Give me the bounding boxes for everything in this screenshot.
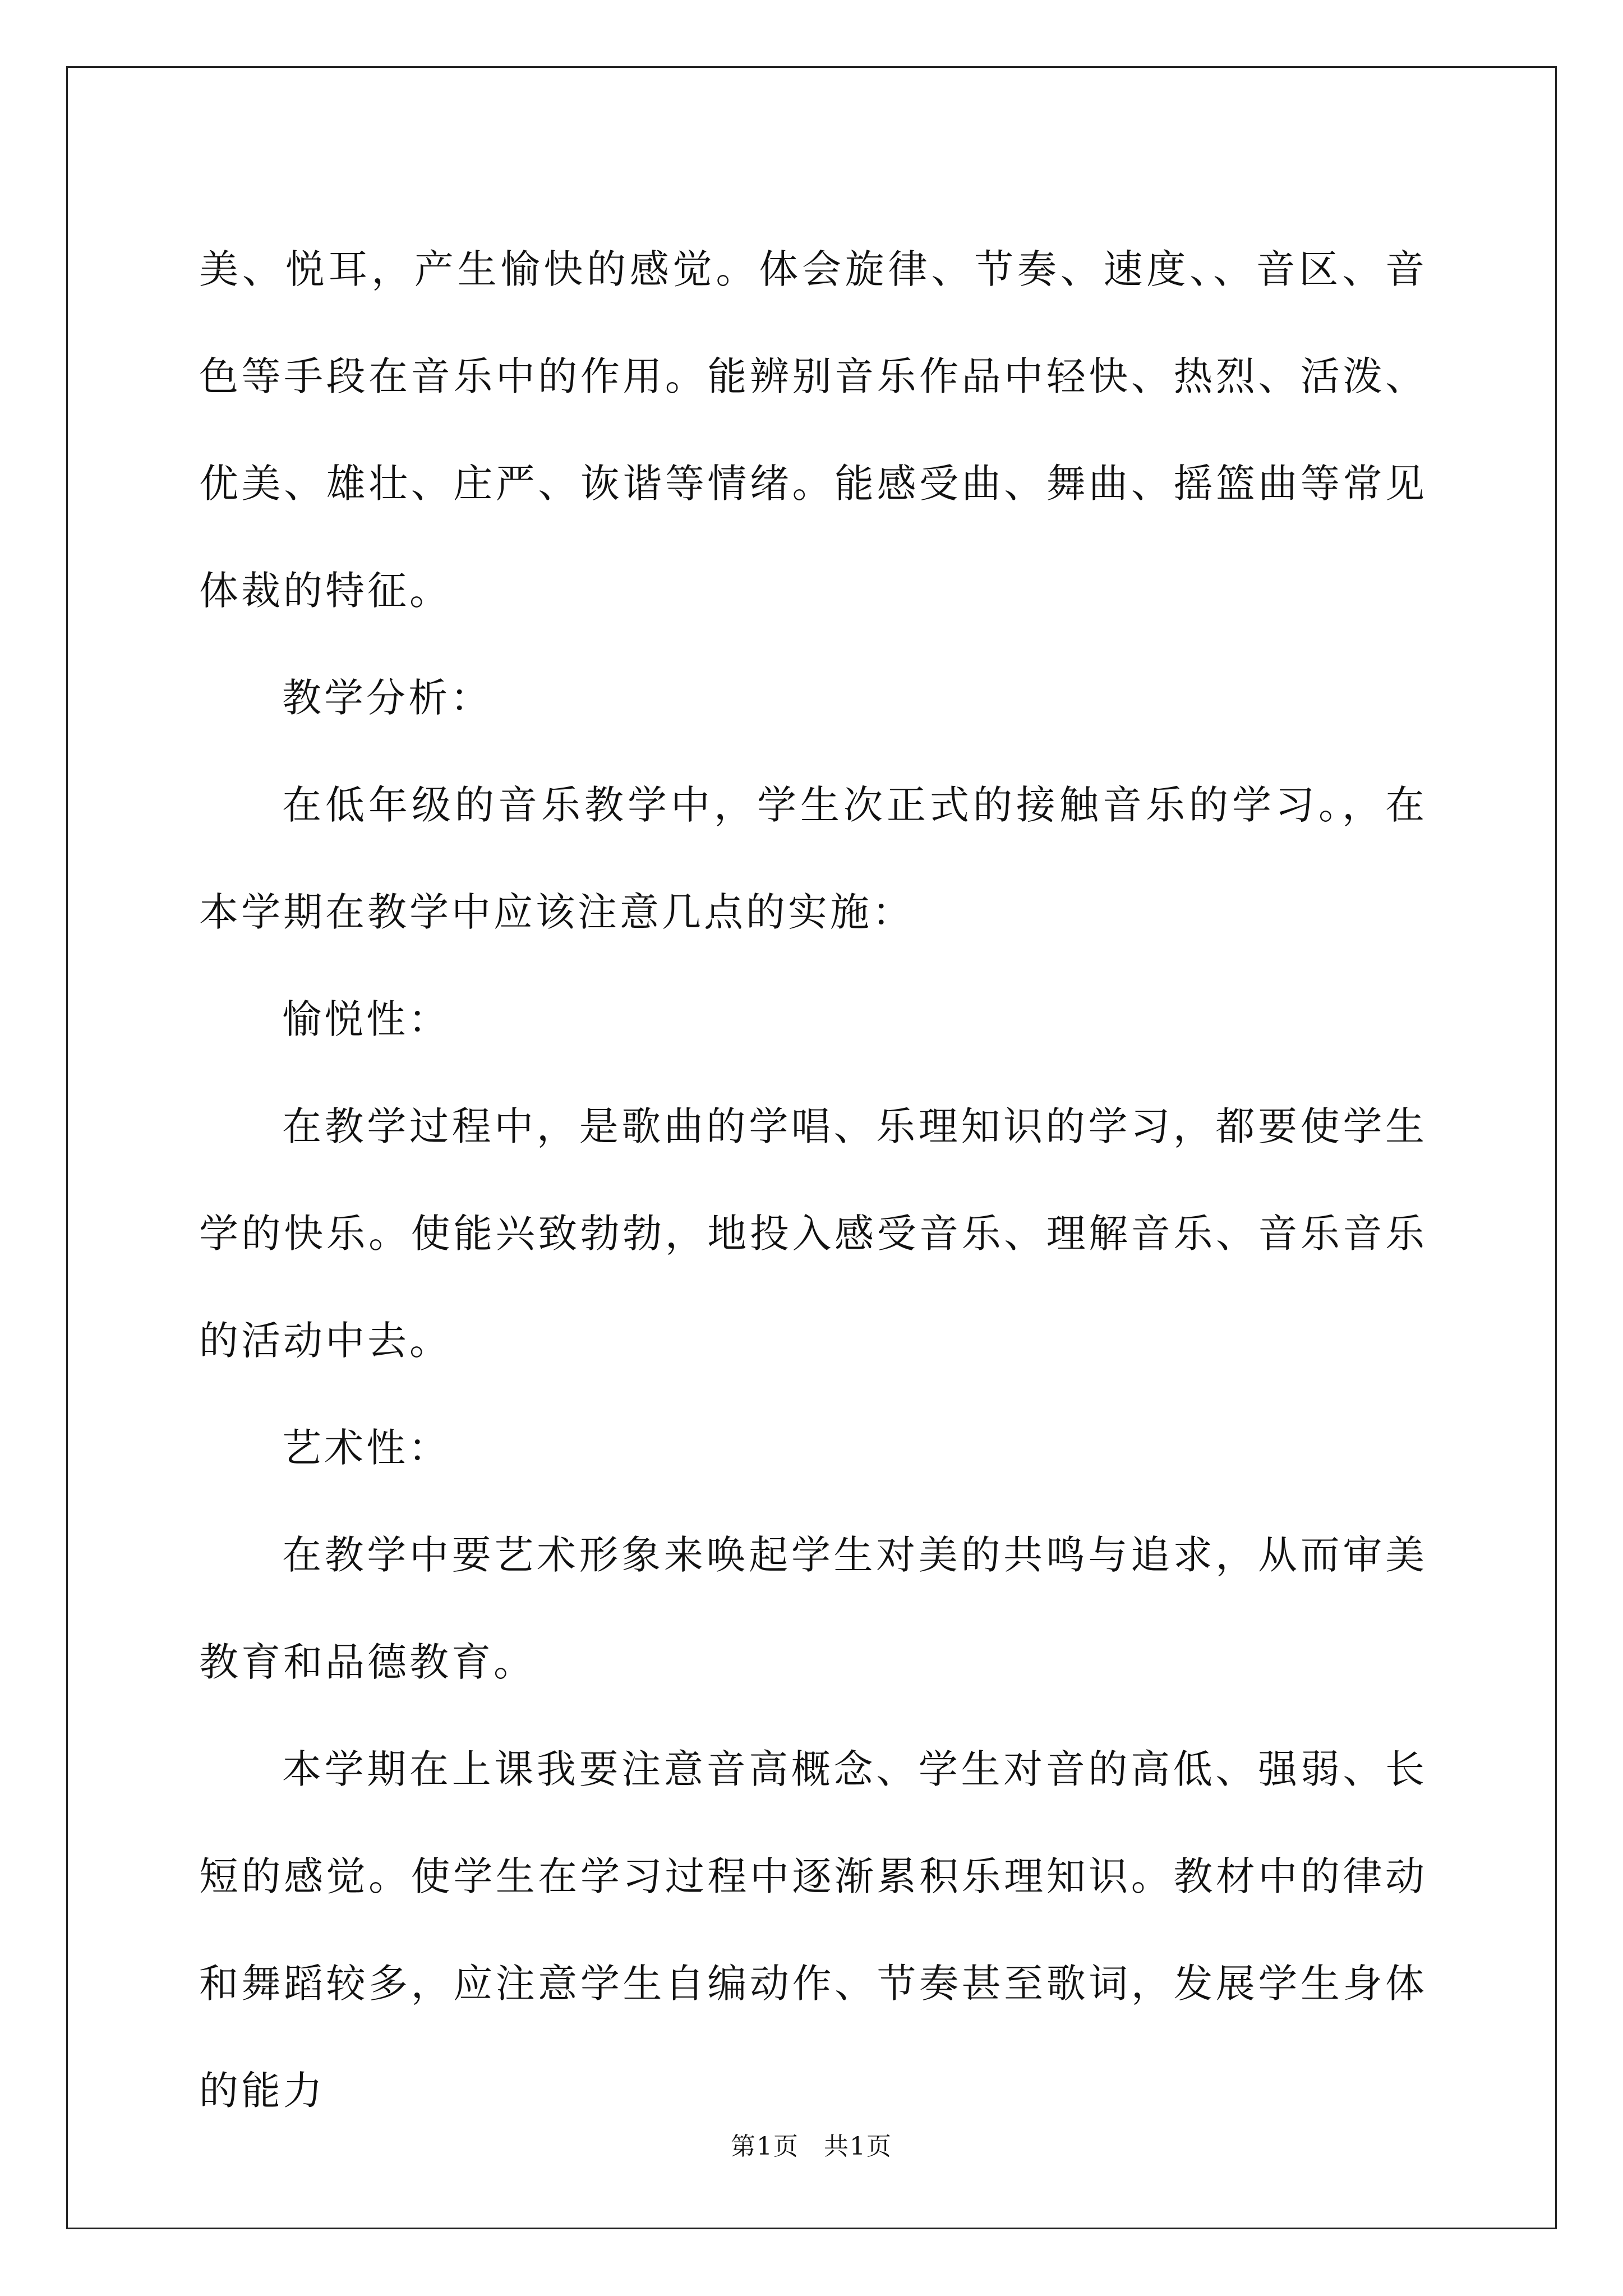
document-body [199,216,1427,2145]
paragraph-8: 本学期在上课我要注意音高概念、学生对音的高低、强弱、长短的感觉。使学生在学习过程中逐渐累积乐理知识。教材中的律动和舞蹈较多，应注意学生自编动作、节奏甚至歌词，发展学生身体的能力 [199,1746,1427,2114]
paragraph-2: 教学分析： [282,675,492,721]
paragraph-7: 在教学中要艺术形象来唤起学生对美的共鸣与追求，从而审美教育和品德教育。 [199,1532,1427,1685]
paragraph-4: 愉悦性： [282,996,450,1042]
page-number-total: 共1页 [824,2132,892,2161]
page-number-current: 第1页 [731,2132,799,2161]
paragraph-1: 美、悦耳，产生愉快的感觉。体会旋律、节奏、速度、、音区、音色等手段在音乐中的作用。能辨别音乐作品中轻快、热烈、活泼、优美、雄壮、庄严、诙谐等情绪。能感受曲、舞曲、摇篮曲等常见体裁的特征。 [199,246,1427,614]
page-footer [0,2126,1623,2162]
paragraph-5: 在教学过程中，是歌曲的学唱、乐理知识的学习，都要使学生学的快乐。使能兴致勃勃，地投入感受音乐、理解音乐、音乐音乐的活动中去。 [199,1103,1427,1364]
paragraph-6: 艺术性： [282,1425,450,1471]
paragraph-3: 在低年级的音乐教学中，学生次正式的接触音乐的学习。，在本学期在教学中应该注意几点的实施： [199,782,1427,935]
